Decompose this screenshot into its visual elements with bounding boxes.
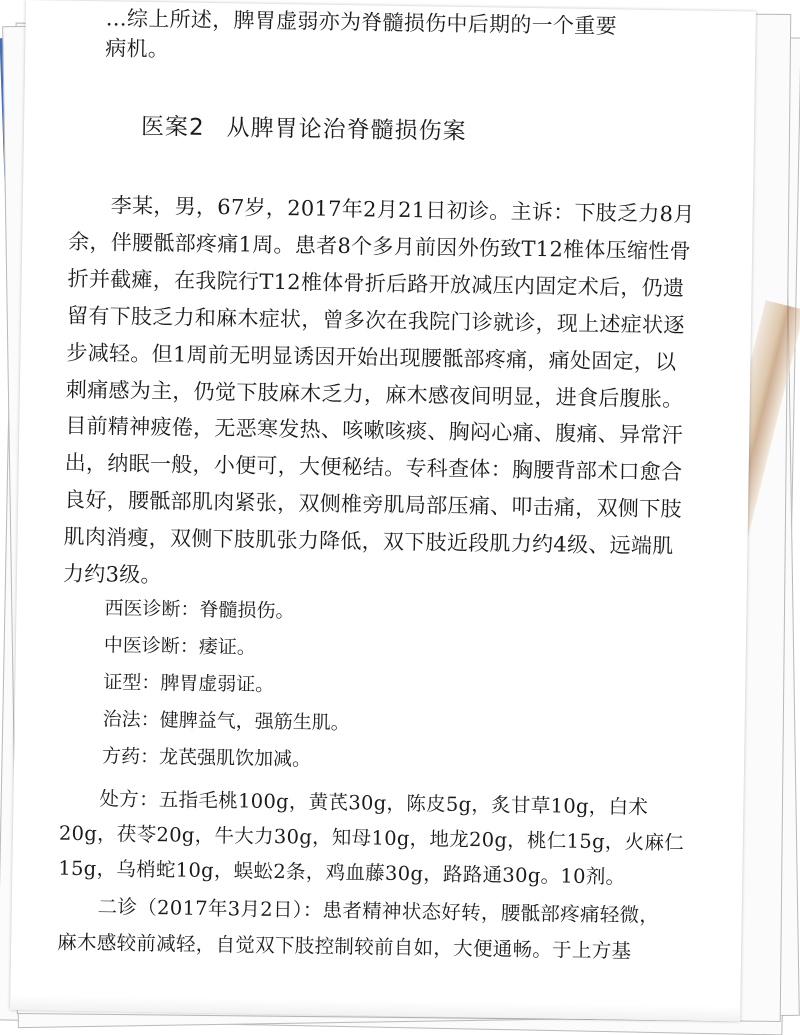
- case-heading: [141, 108, 467, 146]
- text-line: 留有下肢乏力和麻木症状，曾多次在我院门诊就诊，现上述症状逐: [66, 303, 685, 338]
- text-line: 折并截瘫，在我院行T12椎体骨折后路开放减压内固定术后，仍遗: [67, 266, 685, 301]
- text-line: 病机。: [105, 36, 170, 62]
- text-line: 15g，乌梢蛇10g，蜈蚣2条，鸡血藤30g，路路通30g。10剂。: [58, 856, 626, 889]
- prescription: [58, 781, 685, 896]
- text-line: 步减轻。但1周前无明显诱因开始出现腰骶部疼痛，痛处固定，以: [66, 340, 677, 374]
- text-line: 20g，茯苓20g，牛大力30g，知母10g，地龙20g，桃仁15g，火麻仁: [58, 821, 685, 855]
- text-line: 二诊（2017年3月2日）：患者精神状态好转，腰骶部疼痛轻微，: [97, 895, 660, 928]
- case-number: 医案2: [140, 113, 205, 141]
- text-line: 麻木感较前减轻，自觉双下肢控制较前自如，大便通畅。于上方基: [57, 930, 632, 963]
- text-line: 处方：五指毛桃100g，黄芪30g，陈皮5g，炙甘草10g，白术: [99, 787, 649, 819]
- formula: 方药：龙芪强肌饮加减。: [101, 745, 312, 771]
- text-line: …综上所述，脾胃虚弱亦为脊髓损伤中后期的一个重要: [105, 6, 618, 39]
- syndrome-type: 证型：脾胃虚弱证。: [103, 671, 275, 696]
- text-line: 目前精神疲倦，无恶寒发热、咳嗽咳痰、胸闷心痛、腹痛、异常汗: [65, 414, 684, 448]
- case-title: 从脾胃论治脊髓损伤案: [226, 115, 467, 145]
- book-page: [10, 0, 756, 1021]
- previous-text-fragment: [105, 3, 617, 71]
- treatment-method: 治法：健脾益气，强筋生肌。: [102, 708, 350, 735]
- western-diagnosis: 西医诊断：脊髓损伤。: [104, 597, 295, 623]
- text-line: 肌肉消瘦，双侧下肢肌张力降低，双下肢近段肌力约4级、远端肌: [63, 524, 674, 559]
- tcm-diagnosis: 中医诊断：痿证。: [103, 634, 257, 659]
- follow-up-visit: [57, 889, 660, 970]
- text-line: 李某，男，67岁，2017年2月21日初诊。主诉：下肢乏力8月: [110, 193, 695, 227]
- text-line: 良好，腰骶部肌肉紧张，双侧椎旁肌局部压痛、叩击痛，双侧下肢: [63, 487, 682, 522]
- text-line: 刺痛感为主，仍觉下肢麻木乏力，麻木感夜间明显，进食后腹胀。: [65, 377, 684, 411]
- text-line: 出，纳眠一般，小便可，大便秘结。专科查体：胸腰背部术口愈合: [64, 451, 683, 485]
- case-paragraph: [63, 187, 695, 603]
- text-line: 余，伴腰骶部疼痛1周。患者8个多月前因外伤致T12椎体压缩性骨: [68, 229, 692, 264]
- text-line: 力约3级。: [62, 561, 163, 588]
